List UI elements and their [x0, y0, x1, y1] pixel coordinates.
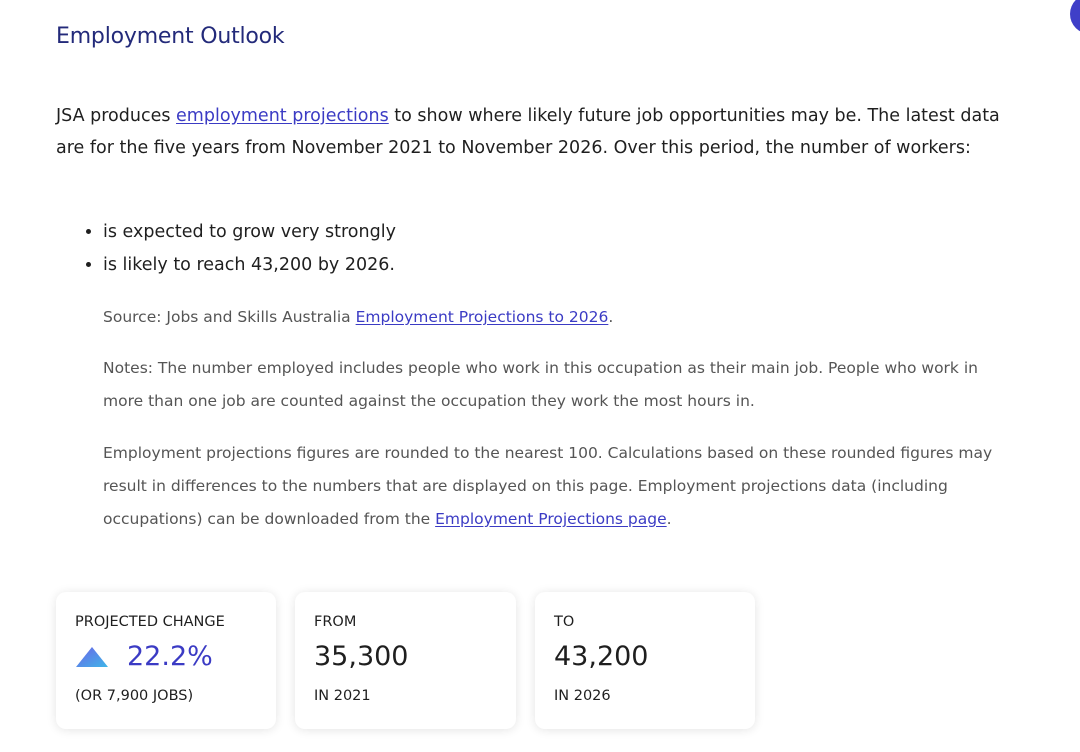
employment-projections-link[interactable]: employment projections [176, 106, 389, 126]
source-period: . [608, 308, 614, 326]
avatar[interactable] [1070, 0, 1080, 34]
list-item: • is likely to reach 43,200 by 2026. [103, 249, 396, 282]
card-value: 35,300 [314, 641, 409, 672]
change-value: 22.2% [127, 641, 213, 672]
source-text: Source: Jobs and Skills Australia [103, 308, 356, 326]
outlook-bullet-list [56, 216, 396, 282]
card-sub: (OR 7,900 JOBS) [75, 688, 194, 704]
projected-change-card [56, 592, 276, 729]
from-card [295, 592, 516, 729]
source-note [103, 301, 1023, 334]
employment-projections-page-link[interactable]: Employment Projections page [435, 510, 667, 528]
intro-paragraph [56, 100, 1016, 164]
card-label: PROJECTED CHANGE [75, 614, 225, 630]
rounding-period: . [666, 510, 672, 528]
card-value: 43,200 [554, 641, 649, 672]
projections-2026-link[interactable]: Employment Projections to 2026 [355, 308, 609, 326]
list-item: • is expected to grow very strongly [103, 216, 396, 249]
triangle-up-icon [75, 646, 109, 668]
change-row [75, 641, 213, 672]
rounding-text: Employment projections figures are rounded to the nearest 100. Calculations based on these rounded figures may result in differences to the numbers that are displayed on this page. Employment projections data (including occupations) can be downloaded from the [103, 444, 993, 528]
card-label: FROM [314, 614, 357, 630]
rounding-note [103, 437, 1023, 536]
card-sub: IN 2021 [314, 688, 371, 704]
card-label: TO [554, 614, 575, 630]
to-card [535, 592, 755, 729]
notes-paragraph: Notes: The number employed includes people who work in this occupation as their main job. People who work in more than one job are counted against the occupation they work the most hours in. [103, 359, 978, 410]
page-title: Employment Outlook [56, 24, 285, 49]
card-sub: IN 2026 [554, 688, 611, 704]
intro-text-end: to show where likely future job opportunities may be. The latest data are for the five years from November 2021 to November 2026. Over this period, the number of workers: [56, 106, 1000, 158]
intro-text-start: JSA produces [56, 106, 177, 126]
